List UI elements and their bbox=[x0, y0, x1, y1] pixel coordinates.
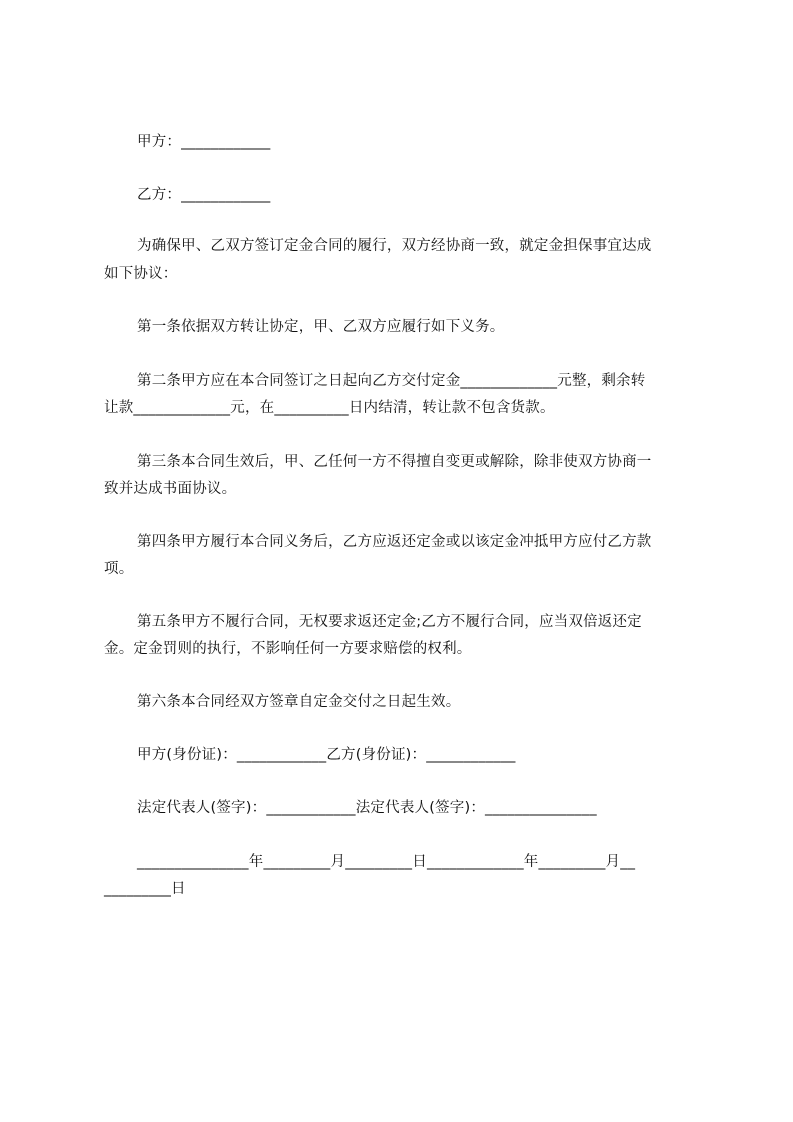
signature-date-line-1: _______________年_________月_________日_____________年_________月__ bbox=[137, 854, 636, 870]
article-6-line-1: 第六条本合同经双方签章自定金交付之日起生效。 bbox=[137, 694, 461, 710]
article-2-line-2: 让款_____________元，在__________日内结清，转让款不包含货款。 bbox=[104, 400, 555, 416]
signature-rep-line: 法定代表人(签字)：____________法定代表人(签字)：_______________ bbox=[137, 800, 597, 816]
article-5-line-1: 第五条甲方不履行合同，无权要求返还定金;乙方不履行合同，应当双倍返还定 bbox=[137, 614, 642, 630]
party-b-line: 乙方：____________ bbox=[137, 187, 271, 203]
intro-line-2: 如下协议： bbox=[104, 266, 178, 282]
article-5-line-2: 金。定金罚则的执行，不影响任何一方要求赔偿的权利。 bbox=[104, 641, 472, 657]
signature-id-line: 甲方(身份证)：____________乙方(身份证)：____________ bbox=[137, 747, 516, 763]
article-3-line-2: 致并达成书面协议。 bbox=[104, 481, 237, 497]
article-3-line-1: 第三条本合同生效后，甲、乙任何一方不得擅自变更或解除，除非使双方协商一 bbox=[137, 454, 652, 470]
signature-date-line-2: _________日 bbox=[104, 881, 186, 897]
intro-line-1: 为确保甲、乙双方签订定金合同的履行，双方经协商一致，就定金担保事宜达成 bbox=[137, 238, 652, 254]
party-a-line: 甲方：____________ bbox=[137, 134, 271, 150]
article-4-line-1: 第四条甲方履行本合同义务后，乙方应返还定金或以该定金冲抵甲方应付乙方款 bbox=[137, 534, 652, 550]
article-4-line-2: 项。 bbox=[104, 561, 134, 577]
article-2-line-1: 第二条甲方应在本合同签订之日起向乙方交付定金_____________元整，剩余转 bbox=[137, 373, 646, 389]
article-1-line-1: 第一条依据双方转让协定，甲、乙双方应履行如下义务。 bbox=[137, 319, 505, 335]
